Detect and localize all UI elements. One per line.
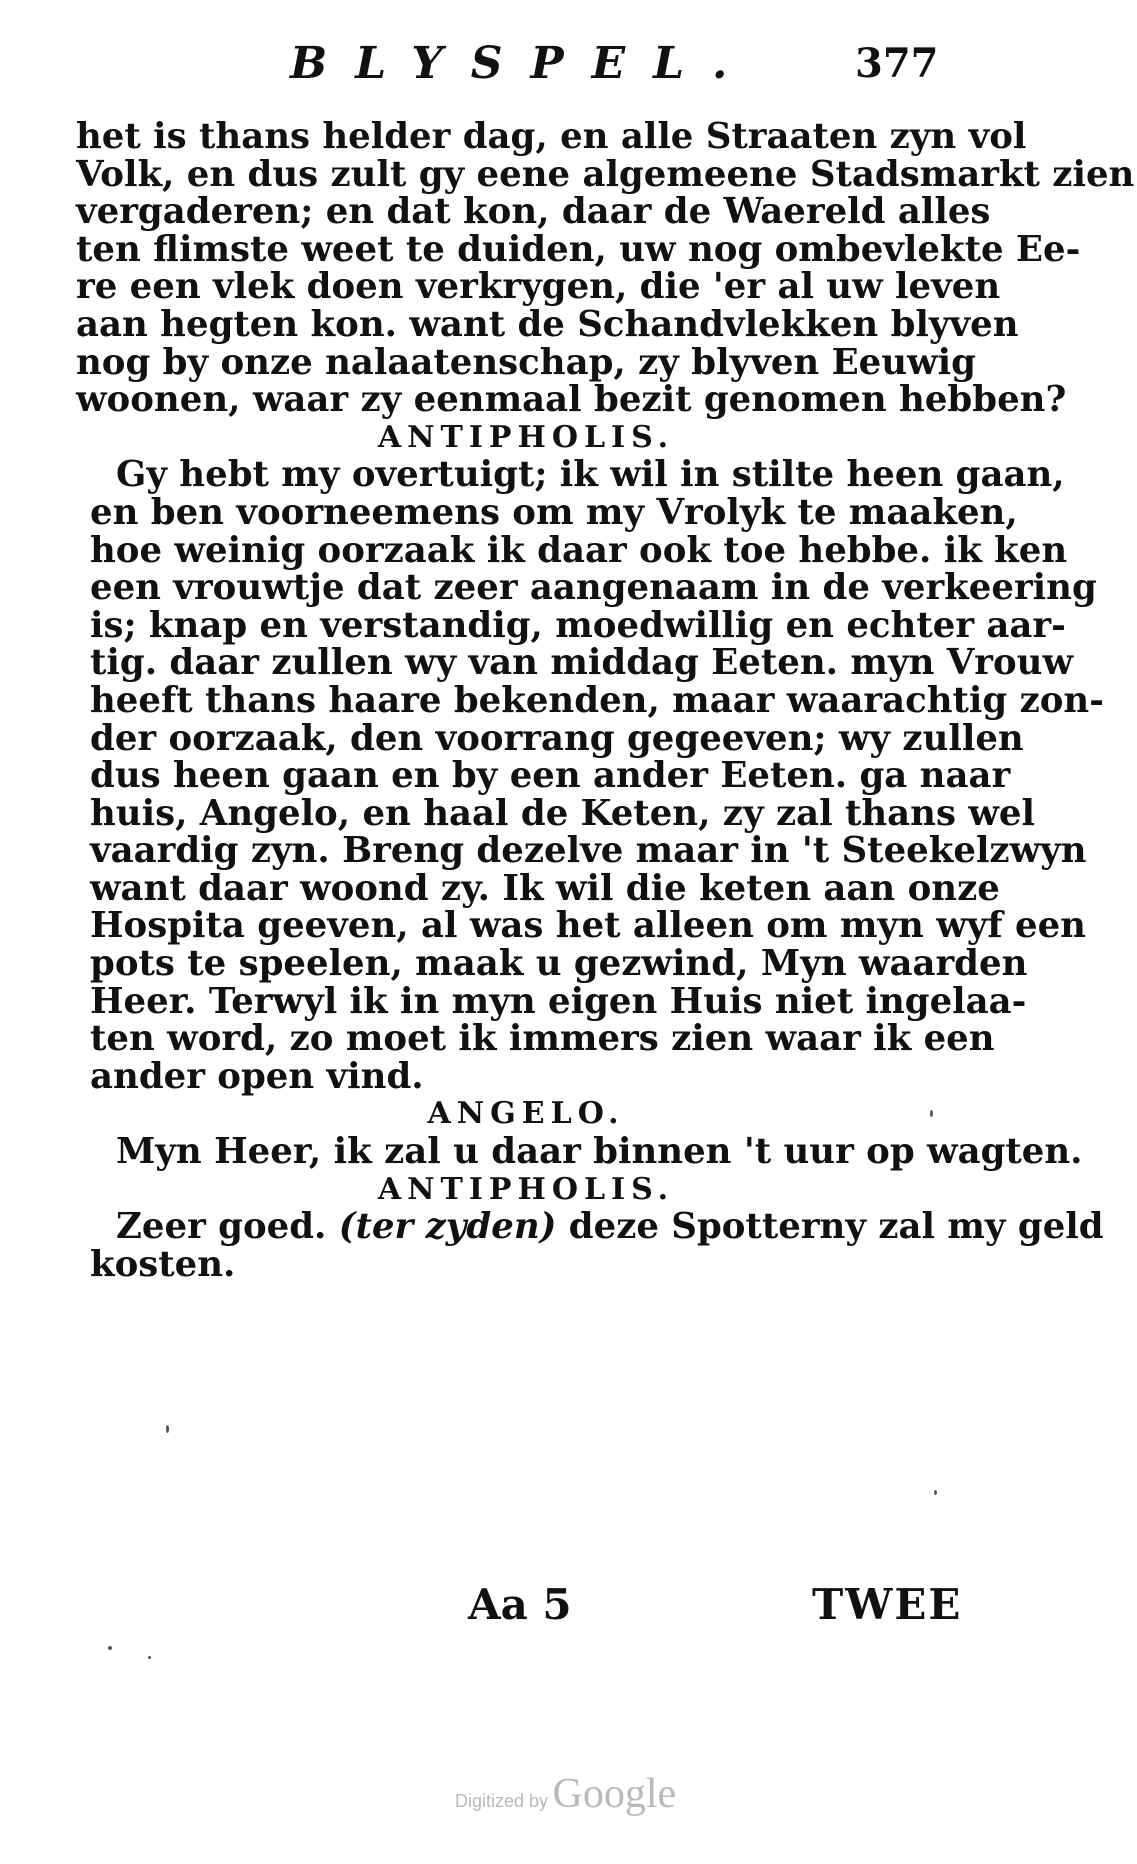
text-line: aan hegten kon. want de Schandvlekken blyven (76, 303, 1019, 345)
google-logo: Google (552, 1771, 677, 1817)
digitized-label: Digitized by (455, 1791, 549, 1811)
text-line: der oorzaak, den voorrang gegeeven; wy zullen (90, 717, 1024, 759)
text-line: ander open vind. (90, 1055, 424, 1097)
stage-direction: (ter zyden) (338, 1206, 557, 1248)
text-line: ten flimste weet te duiden, uw nog ombevlekte Ee- (76, 228, 1081, 270)
scan-speck (166, 1425, 169, 1433)
text-line: huis, Angelo, en haal de Keten, zy zal thans wel (90, 792, 1035, 834)
speaker-heading: ANTIPHOLIS. (377, 419, 675, 455)
text-line: een vrouwtje dat zeer aangenaam in de verkeering (90, 567, 1097, 609)
text-line: hoe weinig oorzaak ik daar ook toe hebbe. ik ken (90, 529, 1068, 571)
speaker-heading: ANGELO. (427, 1096, 625, 1132)
text-line: Myn Heer, ik zal u daar binnen 't uur op wagten. (116, 1131, 1083, 1173)
text-line: en ben voorneemens om my Vrolyk te maaken, (90, 491, 1018, 533)
line-start: Zeer goed. (116, 1206, 327, 1248)
signature-mark: Aa 5 (468, 1580, 572, 1629)
text-line: pots te speelen, maak u gezwind, Myn waarden (90, 943, 1028, 985)
text-line: het is thans helder dag, en alle Straaten zyn vol (76, 116, 1027, 157)
running-title: BLYSPEL. (290, 38, 756, 89)
catchword: TWEE (812, 1580, 963, 1629)
text-line: is; knap en verstandig, moedwillig en echter aar- (90, 604, 1066, 646)
text-line: Gy hebt my overtuigt; ik wil in stilte heen gaan, (116, 454, 1065, 496)
text-line: want daar woond zy. Ik wil die keten aan onze (90, 867, 1000, 909)
text-line: dus heen gaan en by een ander Eeten. ga naar (90, 755, 1011, 797)
scan-speck (148, 1656, 151, 1659)
text-line: Heer. Terwyl ik in myn eigen Huis niet ingelaa- (90, 980, 1027, 1022)
speaker-heading: ANTIPHOLIS. (377, 1171, 675, 1207)
text-block (76, 116, 1135, 1285)
text-line (76, 1206, 1104, 1248)
text-line: Hospita geeven, al was het alleen om myn wyf een (90, 905, 1086, 947)
text-line: heeft thans haare bekenden, maar waarachtig zon- (90, 679, 1104, 721)
scan-speck (934, 1490, 937, 1495)
text-line: nog by onze nalaatenschap, zy blyven Eeuwig (76, 341, 976, 383)
scan-speck (930, 1110, 933, 1117)
page-number: 377 (855, 40, 939, 87)
scan-speck (108, 1646, 112, 1650)
text-line: tig. daar zullen wy van middag Eeten. myn Vrouw (90, 642, 1074, 684)
text-line: woonen, waar zy eenmaal bezit genomen hebben? (76, 379, 1067, 421)
text-line: vergaderen; en dat kon, daar de Waereld alles (76, 191, 991, 233)
text-line: Volk, en dus zult gy eene algemeene Stadsmarkt zien (76, 153, 1135, 195)
text-line: vaardig zyn. Breng dezelve maar in 't Steekelzwyn (90, 830, 1087, 872)
text-line: re een vlek doen verkrygen, die 'er al uw leven (76, 266, 1001, 308)
text-line: ten word, zo moet ik immers zien waar ik een (90, 1018, 995, 1060)
line-end: deze Spotterny zal my geld (568, 1206, 1104, 1248)
text-line: kosten. (90, 1243, 236, 1285)
digitized-watermark (455, 1770, 676, 1818)
